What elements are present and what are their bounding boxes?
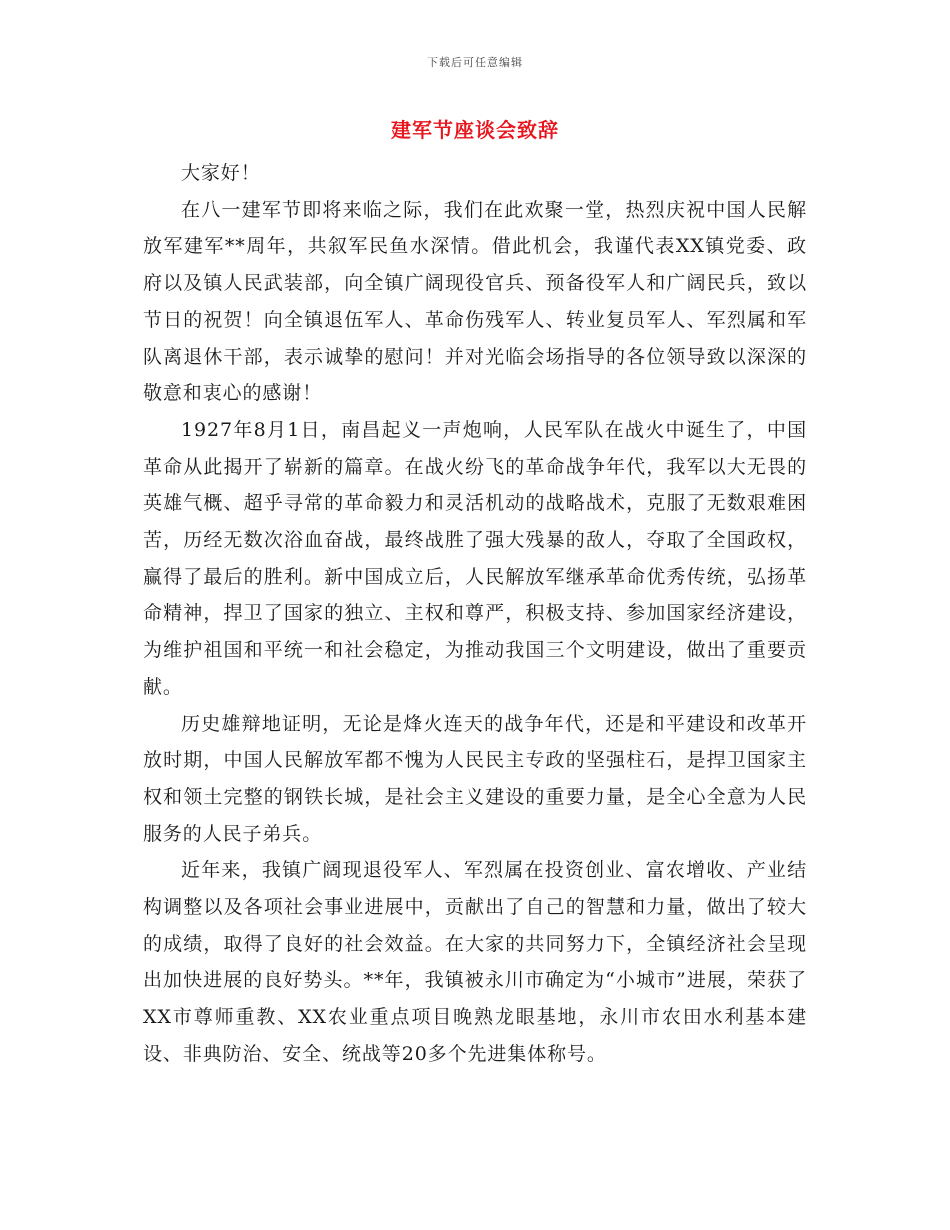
paragraph-greeting: 大家好！ xyxy=(181,162,261,184)
header-note: 下载后可任意编辑 xyxy=(427,56,523,69)
document-body xyxy=(143,155,807,1073)
paragraph: 历史雄辩地证明，无论是烽火连天的战争年代，还是和平建设和改革开放时期，中国人民解放军都不愧为人民民主专政的坚强柱石，是捍卫国家主权和领土完整的钢铁长城，是社会主义建设的重要力量，是全心全意为人民服务的人民子弟兵。 xyxy=(143,712,807,845)
paragraph: 1927年8月1日，南昌起义一声炮响，人民军队在战火中诞生了，中国革命从此揭开了崭新的篇章。在战火纷飞的革命战争年代，我军以大无畏的英雄气概、超乎寻常的革命毅力和灵活机动的战略战术，克服了无数艰难困苦，历经无数次浴血奋战，最终战胜了强大残暴的敌人，夺取了全国政权，赢得了最后的胜利。新中国成立后，人民解放军继承革命优秀传统，弘扬革命精神，捍卫了国家的独立、主权和尊严，积极支持、参加国家经济建设，为维护祖国和平统一和社会稳定，为推动我国三个文明建设，做出了重要贡献。 xyxy=(143,418,807,698)
paragraph: 在八一建军节即将来临之际，我们在此欢聚一堂，热烈庆祝中国人民解放军建军**周年，共叙军民鱼水深情。借此机会，我谨代表XX镇党委、政府以及镇人民武装部，向全镇广阔现役官兵、预备役军人和广阔民兵，致以节日的祝贺！向全镇退伍军人、革命伤残军人、转业复员军人、军烈属和军队离退休干部，表示诚挚的慰问！并对光临会场指导的各位领导致以深深的敬意和衷心的感谢！ xyxy=(143,198,807,405)
paragraph: 近年来，我镇广阔现退役军人、军烈属在投资创业、富农增收、产业结构调整以及各项社会事业进展中，贡献出了自己的智慧和力量，做出了较大的成绩，取得了良好的社会效益。在大家的共同努力下，全镇经济社会呈现出加快进展的良好势头。**年，我镇被永川市确定为“小城市”进展，荣获了XX市尊师重教、XX农业重点项目晚熟龙眼基地，永川市农田水利基本建设、非典防治、安全、统战等20多个先进集体称号。 xyxy=(143,859,807,1065)
document-title: 建军节座谈会致辞 xyxy=(391,118,559,142)
